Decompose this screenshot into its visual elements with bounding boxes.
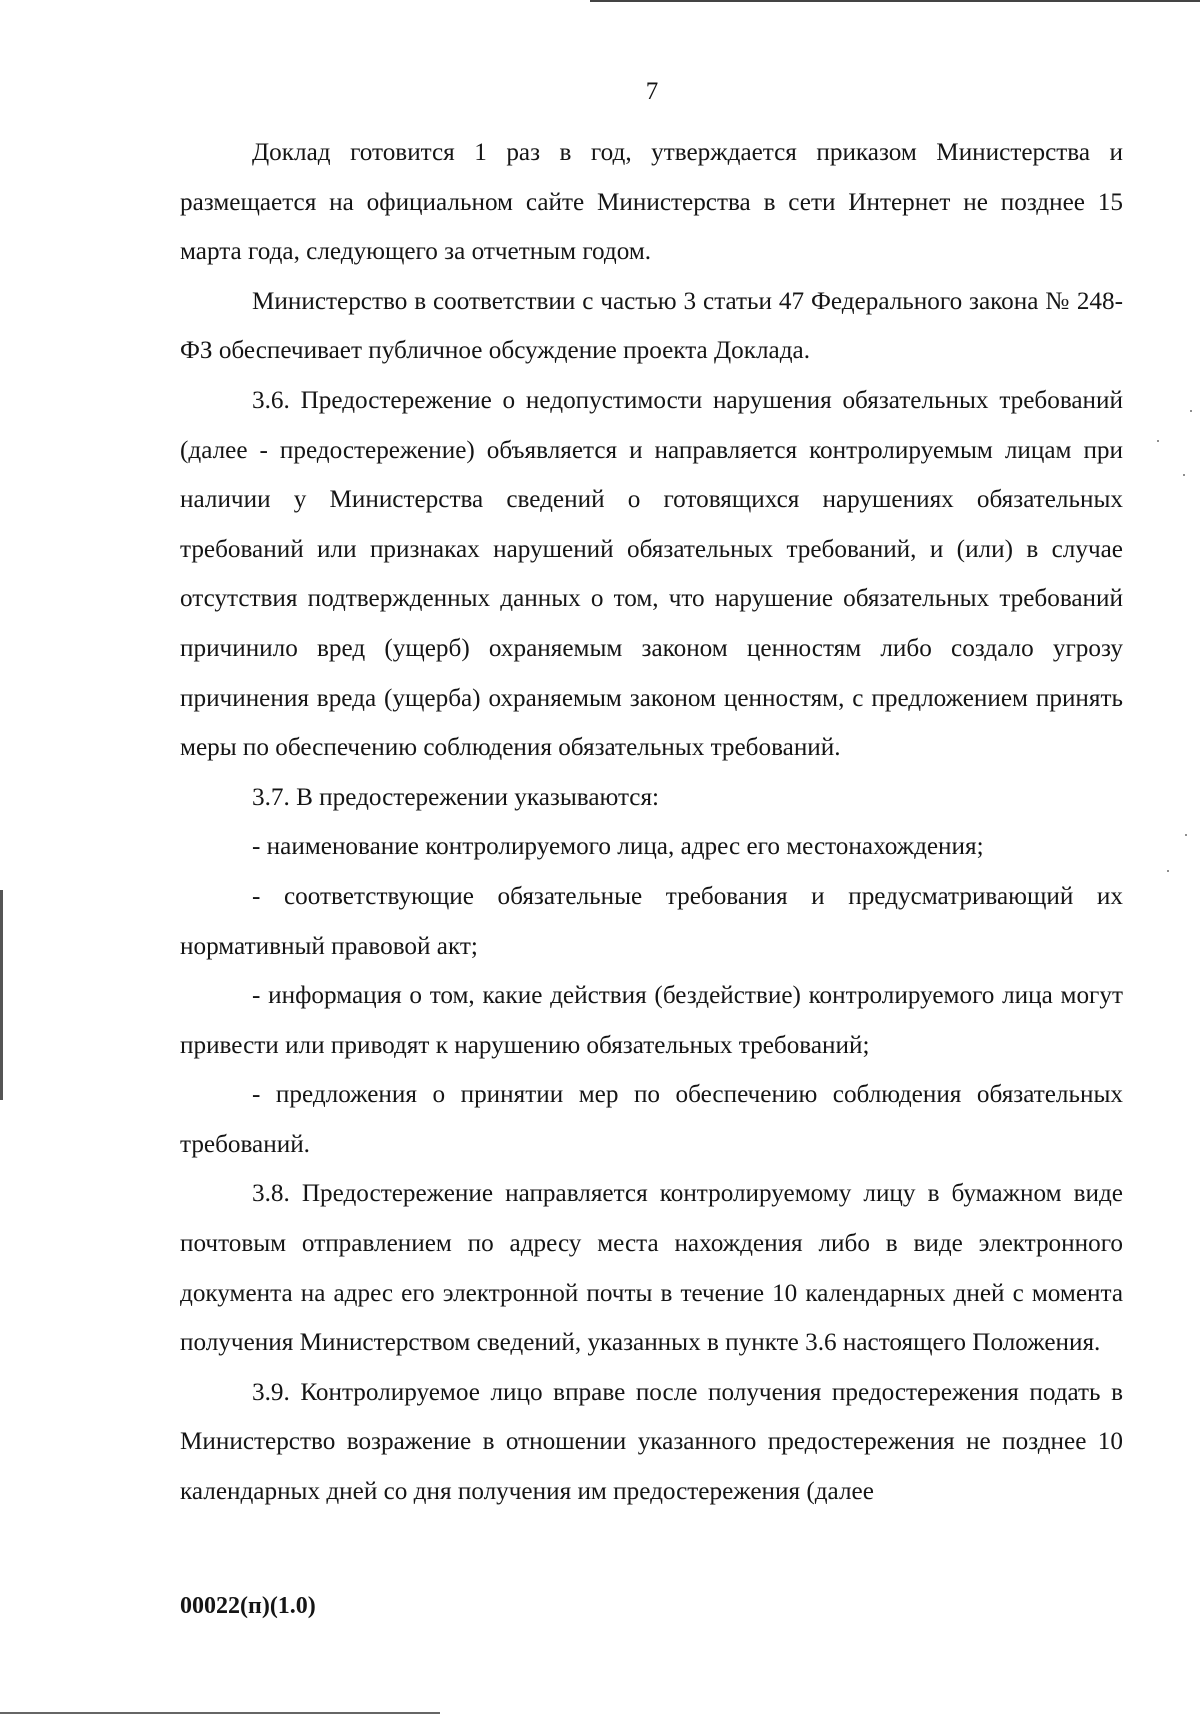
document-body (180, 128, 1123, 1517)
list-item-name-address: - наименование контролируемого лица, адрес его местонахождения; (252, 833, 984, 861)
scan-speck (1183, 474, 1185, 476)
scan-speck (1185, 834, 1187, 836)
scan-edge-top (590, 0, 1200, 2)
list-item-actions: - информация о том, какие действия (бездействие) контролируемого лица могут привести или приводят к нарушению обязательных требований; (180, 982, 1123, 1059)
scan-speck (1157, 440, 1159, 442)
paragraph-public-discussion: Министерство в соответствии с частью 3 статьи 47 Федерального закона № 248-ФЗ обеспечивает публичное обсуждение проекта Доклада. (180, 287, 1123, 365)
scan-speck (1167, 870, 1169, 872)
paragraph-report: Доклад готовится 1 раз в год, утверждается приказом Министерства и размещается на официальном сайте Министерства в сети Интернет не позднее 15 марта года, следующего за отчетным годом. (180, 139, 1123, 266)
scan-edge-left (0, 890, 3, 1100)
paragraph-3-9: 3.9. Контролируемое лицо вправе после получения предостережения подать в Министерство возражение в отношении указанного предостережения не позднее 10 календарных дней со дня получения им предостережения (далее (180, 1378, 1123, 1506)
paragraph-3-6: 3.6. Предостережение о недопустимости нарушения обязательных требований (далее - предостережение) объявляется и направляется контролируемым лицам при наличии у Министерства сведений о готовящихся нарушениях обязательных требований или признаках нарушений обязательных требований, и (или) в случае отсутствия подтвержденных данных о том, что нарушение обязательных требований причинило вред (ущерб) охраняемым законом ценностям либо создало угрозу причинения вреда (ущерба) охраняемым законом ценностям, с предложением принять меры по обеспечению соблюдения обязательных требований. (180, 386, 1123, 762)
page-number: 7 (645, 78, 659, 105)
paragraph-3-7: 3.7. В предостережении указываются: (252, 783, 660, 811)
list-item-requirements: - соответствующие обязательные требования и предусматривающий их нормативный правовой акт; (180, 882, 1123, 960)
scan-speck (1190, 410, 1192, 412)
paragraph-3-8: 3.8. Предостережение направляется контролируемому лицу в бумажном виде почтовым отправлением по адресу места нахождения либо в виде электронного документа на адрес его электронной почты в течение 10 календарных дней с момента получения Министерством сведений, указанных в пункте 3.6 настоящего Положения. (180, 1180, 1123, 1357)
scan-edge-bottom (0, 1712, 440, 1714)
list-item-proposals: - предложения о принятии мер по обеспечению соблюдения обязательных требований. (180, 1081, 1123, 1158)
footer-code: 00022(п)(1.0) (180, 1593, 316, 1619)
